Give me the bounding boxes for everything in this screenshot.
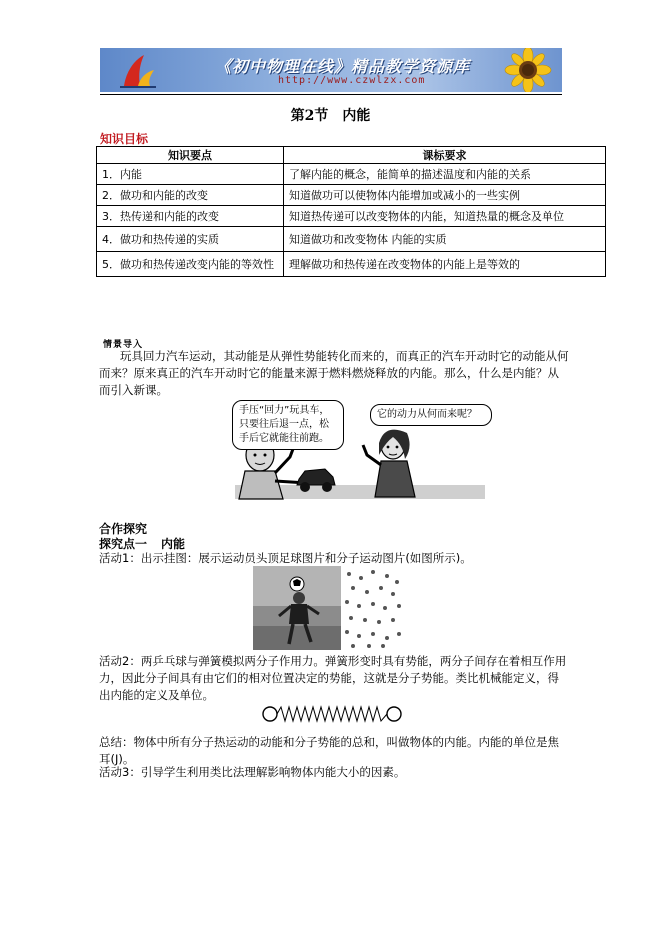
speech-bubble-girl: 它的动力从何而来呢？ xyxy=(370,404,492,426)
explore-point-title: 内能 xyxy=(161,537,186,551)
table-cell: 5．做功和热传递改变内能的等效性 xyxy=(97,252,284,277)
soccer-molecule-figure xyxy=(253,566,403,650)
activity-2: 活动2：两乒乓球与弹簧模拟两分子作用力。弹簧形变时具有势能，两分子间存在着相互作用力，因此分子间具有由它们的相对位置决定的势能，这就是分子势能。类比机械能定义，得出内能的定义及单位。 xyxy=(99,654,567,702)
spring-icon xyxy=(277,707,387,721)
knowledge-goals-table xyxy=(96,146,606,277)
banner-url: http://www.czwlzx.com xyxy=(278,75,426,86)
table-header-row xyxy=(97,147,606,164)
scenario-paragraph: 玩具回力汽车运动，其动能是从弹性势能转化而来的，而真正的汽车开动时它的动能从何而来？原来真正的汽车开动时它的能量来源于燃料燃烧释放的内能。那么，什么是内能？从而引入新课。 xyxy=(99,349,569,397)
table-cell: 4．做功和热传递的实质 xyxy=(97,227,284,252)
sunflower-icon xyxy=(488,48,558,92)
table-row xyxy=(97,206,606,227)
header-banner xyxy=(100,48,562,92)
ping-pong-ball-icon xyxy=(263,707,277,721)
table-cell: 理解做功和热传递在改变物体的内能上是等效的 xyxy=(284,252,606,277)
table-cell: 知道热传递可以改变物体的内能，知道热量的概念及单位 xyxy=(284,206,606,227)
table-row xyxy=(97,252,606,277)
scenario-heading: 情景导入 xyxy=(103,340,144,350)
site-logo-icon xyxy=(118,52,158,90)
table-cell: 1．内能 xyxy=(97,164,284,185)
spring-balls-figure xyxy=(262,704,402,724)
table-row xyxy=(97,185,606,206)
page-title: 第2节 内能 xyxy=(290,108,371,124)
table-cell: 知道做功可以使物体内能增加或减小的一些实例 xyxy=(284,185,606,206)
molecule-dots-icon xyxy=(345,570,401,648)
table-cell: 3．热传递和内能的改变 xyxy=(97,206,284,227)
summary-paragraph: 总结：物体中所有分子热运动的动能和分子势能的总和，叫做物体的内能。内能的单位是焦耳(J)。 xyxy=(99,735,559,766)
table-row xyxy=(97,164,606,185)
table-row xyxy=(97,227,606,252)
table-cell: 了解内能的概念，能简单的描述温度和内能的关系 xyxy=(284,164,606,185)
cooperation-heading: 合作探究 xyxy=(99,522,148,536)
speech-bubble-boy: 手压“回力”玩具车，只要往后退一点，松手后它就能往前跑。 xyxy=(232,400,344,450)
knowledge-goals-heading: 知识目标 xyxy=(100,132,149,146)
table-cell: 知道做功和改变物体 内能的实质 xyxy=(284,227,606,252)
column-header: 课标要求 xyxy=(284,147,606,164)
header-rule xyxy=(100,94,562,95)
activity-3: 活动3：引导学生利用类比法理解影响物体内能大小的因素。 xyxy=(99,765,406,779)
table-cell: 2．做功和内能的改变 xyxy=(97,185,284,206)
column-header: 知识要点 xyxy=(97,147,284,164)
activity-1: 活动1：出示挂图：展示运动员头顶足球图片和分子运动图片(如图所示)。 xyxy=(99,551,472,565)
explore-point-label: 探究点一 xyxy=(99,537,148,551)
soccer-ball-icon xyxy=(290,577,304,591)
banner-title: 《初中物理在线》精品教学资源库 xyxy=(215,57,471,76)
ping-pong-ball-icon xyxy=(387,707,401,721)
